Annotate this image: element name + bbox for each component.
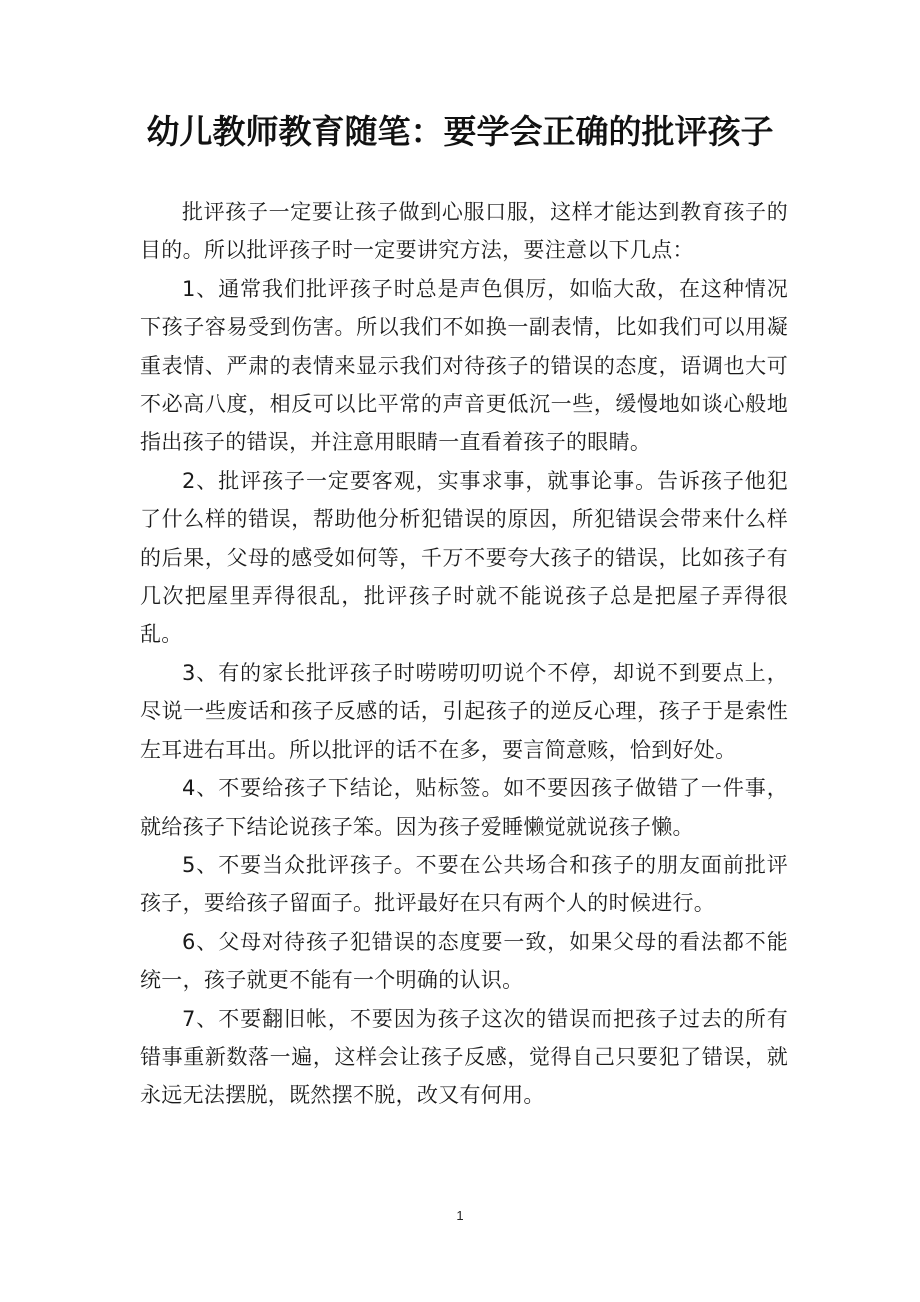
page-title: 幼儿教师教育随笔：要学会正确的批评孩子 bbox=[146, 112, 774, 151]
page-number: 1 bbox=[456, 1208, 464, 1223]
point-2-paragraph: 2、批评孩子一定要客观，实事求事，就事论事。告诉孩子他犯了什么样的错误，帮助他分析犯错误的原因，所犯错误会带来什么样的后果，父母的感受如何等，千万不要夸大孩子的错误，比如孩子有几次把屋里弄得很乱，批评孩子时就不能说孩子总是把屋子弄得很乱。 bbox=[140, 468, 788, 647]
point-6-paragraph: 6、父母对待孩子犯错误的态度要一致，如果父母的看法都不能统一，孩子就更不能有一个明确的认识。 bbox=[140, 929, 788, 993]
point-7-paragraph: 7、不要翻旧帐，不要因为孩子这次的错误而把孩子过去的所有错事重新数落一遍，这样会让孩子反感，觉得自己只要犯了错误，就永远无法摆脱，既然摆不脱，改又有何用。 bbox=[140, 1006, 788, 1108]
point-5-paragraph: 5、不要当众批评孩子。不要在公共场合和孩子的朋友面前批评孩子，要给孩子留面子。批评最好在只有两个人的时候进行。 bbox=[140, 852, 788, 916]
document-body bbox=[140, 193, 788, 1115]
point-1-paragraph: 1、通常我们批评孩子时总是声色俱厉，如临大敌，在这种情况下孩子容易受到伤害。所以我们不如换一副表情，比如我们可以用凝重表情、严肃的表情来显示我们对待孩子的错误的态度，语调也大可不必高八度，相反可以比平常的声音更低沉一些，缓慢地如谈心般地指出孩子的错误，并注意用眼睛一直看着孩子的眼睛。 bbox=[140, 276, 788, 455]
point-3-paragraph: 3、有的家长批评孩子时唠唠叨叨说个不停，却说不到要点上，尽说一些废话和孩子反感的话，引起孩子的逆反心理，孩子于是索性左耳进右耳出。所以批评的话不在多，要言简意赅，恰到好处。 bbox=[140, 660, 788, 762]
point-4-paragraph: 4、不要给孩子下结论，贴标签。如不要因孩子做错了一件事，就给孩子下结论说孩子笨。因为孩子爱睡懒觉就说孩子懒。 bbox=[140, 776, 788, 839]
intro-paragraph: 批评孩子一定要让孩子做到心服口服，这样才能达到教育孩子的目的。所以批评孩子时一定要讲究方法，要注意以下几点： bbox=[140, 200, 788, 263]
